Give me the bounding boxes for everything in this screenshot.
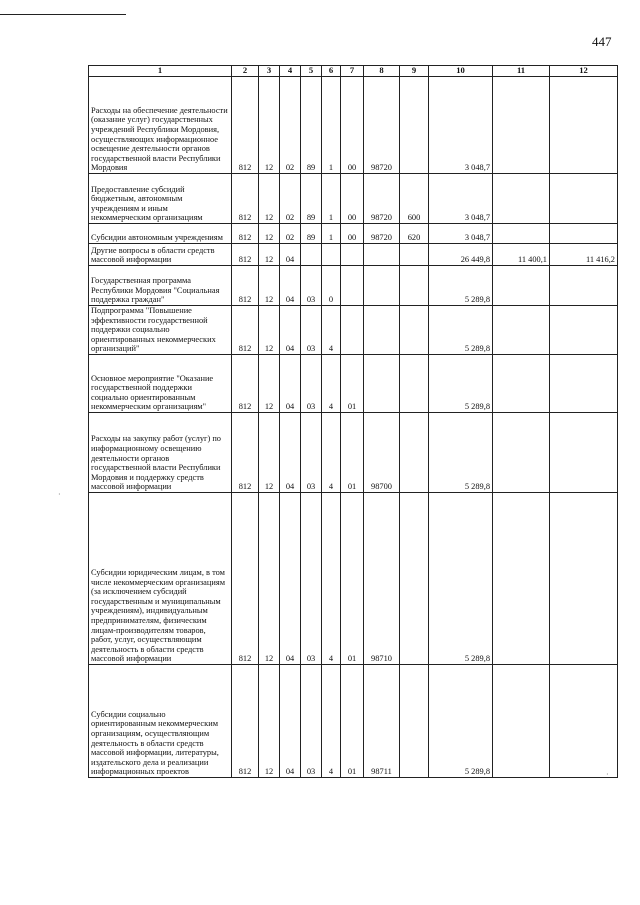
code-cell: 812 — [232, 492, 259, 664]
amount-cell — [493, 492, 550, 664]
code-cell: 1 — [322, 174, 341, 224]
amount-cell: 3 048,7 — [429, 224, 493, 244]
code-cell: 01 — [341, 412, 364, 492]
scan-speck: · — [58, 490, 61, 499]
table-row — [89, 174, 618, 224]
amount-cell: 5 289,8 — [429, 412, 493, 492]
row-name-cell: Субсидии автономным учреждениям — [89, 224, 232, 244]
code-cell: 00 — [341, 77, 364, 174]
amount-cell — [550, 224, 618, 244]
amount-cell: 11 416,2 — [550, 244, 618, 266]
code-cell — [400, 354, 429, 412]
code-cell: 04 — [280, 354, 301, 412]
amount-cell: 26 449,8 — [429, 244, 493, 266]
code-cell: 04 — [280, 664, 301, 777]
row-name-cell: Другие вопросы в области средств массовой информации — [89, 244, 232, 266]
table-row — [89, 224, 618, 244]
code-cell: 00 — [341, 174, 364, 224]
code-cell: 04 — [280, 244, 301, 266]
col-header: 11 — [493, 66, 550, 77]
code-cell: 03 — [301, 492, 322, 664]
page-number: 447 — [592, 34, 612, 49]
code-cell — [400, 77, 429, 174]
code-cell: 12 — [259, 174, 280, 224]
code-cell: 812 — [232, 174, 259, 224]
code-cell: 89 — [301, 224, 322, 244]
code-cell: 02 — [280, 77, 301, 174]
amount-cell: 5 289,8 — [429, 306, 493, 355]
col-header: 8 — [364, 66, 400, 77]
code-cell: 12 — [259, 354, 280, 412]
amount-cell: 3 048,7 — [429, 77, 493, 174]
amount-cell — [550, 266, 618, 306]
col-header: 9 — [400, 66, 429, 77]
code-cell: 12 — [259, 266, 280, 306]
amount-cell — [550, 306, 618, 355]
code-cell: 98710 — [364, 492, 400, 664]
code-cell: 03 — [301, 664, 322, 777]
amount-cell — [493, 664, 550, 777]
row-name-cell: Подпрограмма "Повышение эффективности государственной поддержки социально ориентированных некоммерческих организаций" — [89, 306, 232, 355]
code-cell: 1 — [322, 77, 341, 174]
code-cell — [364, 306, 400, 355]
code-cell: 812 — [232, 354, 259, 412]
amount-cell — [550, 354, 618, 412]
code-cell: 98711 — [364, 664, 400, 777]
code-cell: 12 — [259, 412, 280, 492]
code-cell: 98720 — [364, 174, 400, 224]
col-header: 4 — [280, 66, 301, 77]
code-cell: 600 — [400, 174, 429, 224]
table-row — [89, 492, 618, 664]
code-cell — [341, 244, 364, 266]
code-cell: 04 — [280, 412, 301, 492]
amount-cell — [493, 306, 550, 355]
col-header: 12 — [550, 66, 618, 77]
header-row — [89, 66, 618, 77]
code-cell: 4 — [322, 492, 341, 664]
row-name-cell: Расходы на закупку работ (услуг) по информационному освещению деятельности органов государственной власти Республики Мордовия и поддержку средств массовой информации — [89, 412, 232, 492]
code-cell: 04 — [280, 266, 301, 306]
amount-cell — [493, 354, 550, 412]
code-cell — [364, 354, 400, 412]
code-cell: 4 — [322, 354, 341, 412]
code-cell: 03 — [301, 412, 322, 492]
col-header: 6 — [322, 66, 341, 77]
code-cell: 02 — [280, 174, 301, 224]
table-row — [89, 306, 618, 355]
code-cell: 01 — [341, 664, 364, 777]
col-header: 5 — [301, 66, 322, 77]
col-header: 3 — [259, 66, 280, 77]
amount-cell: 11 400,1 — [493, 244, 550, 266]
amount-cell — [493, 77, 550, 174]
code-cell: 4 — [322, 412, 341, 492]
code-cell — [400, 266, 429, 306]
amount-cell — [550, 174, 618, 224]
amount-cell: 5 289,8 — [429, 354, 493, 412]
row-name-cell: Расходы на обеспечение деятельности (оказание услуг) государственных учреждений Республики Мордовия, осуществляющих информационное освещение деятельности органов государственной власти Республики Мордовия — [89, 77, 232, 174]
amount-cell: 5 289,8 — [429, 664, 493, 777]
col-header: 2 — [232, 66, 259, 77]
code-cell: 98720 — [364, 77, 400, 174]
table-row — [89, 77, 618, 174]
amount-cell — [493, 224, 550, 244]
code-cell — [400, 492, 429, 664]
code-cell — [341, 266, 364, 306]
row-name-cell: Субсидии социально ориентированным некоммерческим организациям, осуществляющим деятельность в области средств массовой информации, литературы, издательского дела и реализации информационных проектов — [89, 664, 232, 777]
amount-cell — [550, 77, 618, 174]
code-cell: 812 — [232, 664, 259, 777]
col-header: 7 — [341, 66, 364, 77]
code-cell: 03 — [301, 306, 322, 355]
table-row — [89, 412, 618, 492]
code-cell: 01 — [341, 492, 364, 664]
code-cell: 1 — [322, 224, 341, 244]
amount-cell — [493, 174, 550, 224]
code-cell: 812 — [232, 412, 259, 492]
code-cell: 01 — [341, 354, 364, 412]
code-cell: 12 — [259, 244, 280, 266]
code-cell: 812 — [232, 77, 259, 174]
budget-table — [88, 65, 618, 778]
code-cell: 00 — [341, 224, 364, 244]
amount-cell: 5 289,8 — [429, 492, 493, 664]
code-cell: 03 — [301, 354, 322, 412]
code-cell: 812 — [232, 266, 259, 306]
code-cell: 03 — [301, 266, 322, 306]
code-cell: 12 — [259, 492, 280, 664]
amount-cell: 3 048,7 — [429, 174, 493, 224]
amount-cell — [550, 412, 618, 492]
code-cell — [400, 664, 429, 777]
code-cell: 812 — [232, 224, 259, 244]
code-cell: 98700 — [364, 412, 400, 492]
code-cell: 04 — [280, 492, 301, 664]
code-cell: 812 — [232, 244, 259, 266]
code-cell — [322, 244, 341, 266]
code-cell: 4 — [322, 306, 341, 355]
code-cell: 89 — [301, 174, 322, 224]
code-cell: 0 — [322, 266, 341, 306]
row-name-cell: Субсидии юридическим лицам, в том числе некоммерческим организациям (за исключением субсидий государственным и муниципальным учреждениям), индивидуальным предпринимателям, физическим лицам-производителям товаров, работ, услуг, осуществляющим деятельность в области средств массовой информации — [89, 492, 232, 664]
col-header: 1 — [89, 66, 232, 77]
amount-cell — [493, 412, 550, 492]
row-name-cell: Предоставление субсидий бюджетным, автономным учреждениям и иным некоммерческим организациям — [89, 174, 232, 224]
amount-cell — [493, 266, 550, 306]
table-row — [89, 244, 618, 266]
code-cell — [400, 412, 429, 492]
code-cell: 89 — [301, 77, 322, 174]
table-row — [89, 266, 618, 306]
amount-cell — [550, 492, 618, 664]
amount-cell — [550, 664, 618, 777]
code-cell — [301, 244, 322, 266]
code-cell — [341, 306, 364, 355]
code-cell: 4 — [322, 664, 341, 777]
table-row — [89, 354, 618, 412]
code-cell: 98720 — [364, 224, 400, 244]
code-cell — [400, 306, 429, 355]
code-cell: 812 — [232, 306, 259, 355]
code-cell — [400, 244, 429, 266]
scan-speck: · — [606, 770, 609, 779]
code-cell: 12 — [259, 306, 280, 355]
code-cell: 12 — [259, 224, 280, 244]
row-name-cell: Основное мероприятие "Оказание государственной поддержки социально ориентированным некоммерческим организациям" — [89, 354, 232, 412]
code-cell — [364, 244, 400, 266]
row-name-cell: Государственная программа Республики Мордовия "Социальная поддержка граждан" — [89, 266, 232, 306]
top-rule — [0, 14, 126, 15]
code-cell: 12 — [259, 77, 280, 174]
table-row — [89, 664, 618, 777]
code-cell: 12 — [259, 664, 280, 777]
col-header: 10 — [429, 66, 493, 77]
code-cell: 620 — [400, 224, 429, 244]
code-cell — [364, 266, 400, 306]
code-cell: 04 — [280, 306, 301, 355]
code-cell: 02 — [280, 224, 301, 244]
amount-cell: 5 289,8 — [429, 266, 493, 306]
